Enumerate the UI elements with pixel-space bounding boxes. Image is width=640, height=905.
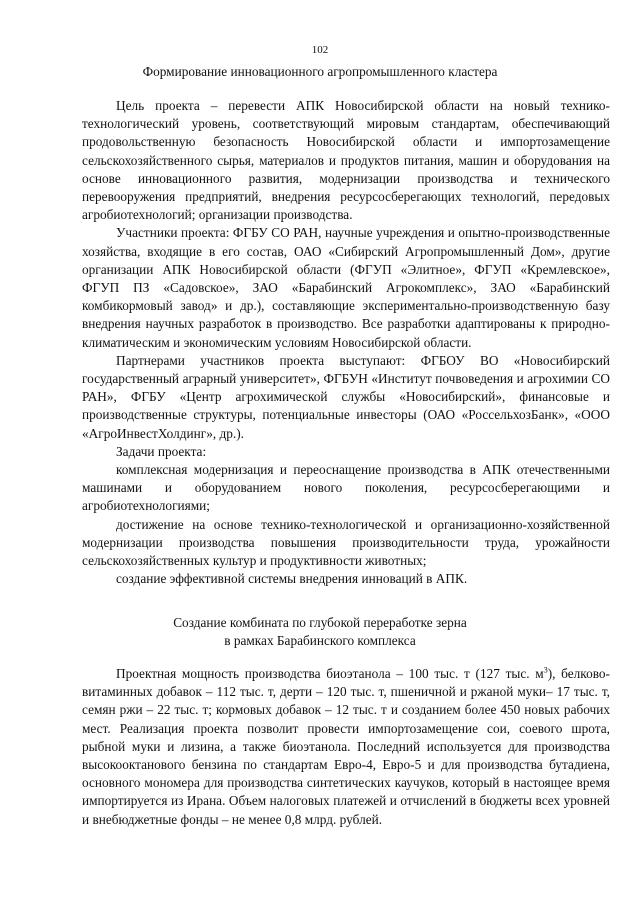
paragraph-task-2: достижение на основе технико-технологической и организационно-хозяйственной модернизации производства повышения производительности труда, урожайности сельскохозяйственных культур и продуктивности животных; bbox=[82, 516, 610, 569]
section-body-cluster bbox=[82, 97, 610, 588]
paragraph-capacity bbox=[82, 665, 610, 829]
section-body-plant bbox=[82, 665, 610, 829]
superscript-3: 3 bbox=[543, 665, 548, 675]
paragraph-task-1: комплексная модернизация и переоснащение производства в АПК отечественными машинами и оборудованием нового поколения, ресурсосберегающими и агробиотехнологиями; bbox=[82, 462, 610, 514]
paragraph-capacity-part2: ), белково-витаминных добавок – 112 тыс. т, дерти – 120 тыс. т, пшеничной и ржаной муки– 17 тыс. т, семян ржи – 22 тыс. т; кормовых добавок – 12 тыс. т и созданием более 450 новых рабочих мест. Реализация проекта позволит провести импортозамещение сои, соевого шрота, рыбной муки и лизина, а также биоэтанола. Последний используется для производства высокооктанового бензина по стандартам Евро-4, Евро-5 и для производства бутадиена, основного мономера для производства синтетических каучуков, который в настоящее время импортируется из Ирана. Объем налоговых платежей и отчислений в бюджеты всех уровней и внебюджетные фонды – не менее 0,8 млрд. рублей. bbox=[82, 666, 610, 827]
section-title-cluster: Формирование инновационного агропромышленного кластера bbox=[142, 64, 498, 79]
page-number: 102 bbox=[311, 44, 329, 56]
section-title-plant bbox=[0, 614, 640, 650]
paragraph-participants: Участники проекта: ФГБУ СО РАН, научные учреждения и опытно-производственные хозяйства, входящие в его состав, ОАО «Сибирский Агропромышленный Дом», другие организации АПК Новосибирской области (ФГУП «Элитное», ФГУП «Кремлевское», ФГУП ПЗ «Садовское», ЗАО «Барабинский Агрокомплекс», ЗАО «Барабинский комбикормовый завод» и др.), составляющие экспериментально-производственную базу внедрения научных разработок в производство. Все разработки адаптированы к природно-климатическим и экономическим условиям Новосибирской области. bbox=[82, 225, 610, 350]
section-title-plant-line2: в рамках Барабинского комплекса bbox=[224, 633, 416, 648]
section-title-plant-line1: Создание комбината по глубокой переработке зерна bbox=[173, 615, 467, 630]
paragraph-task-3: создание эффективной системы внедрения инноваций в АПК. bbox=[116, 571, 468, 587]
paragraph-partners: Партнерами участников проекта выступают: ФГБОУ ВО «Новосибирский государственный аграрный университет», ФГБУН «Институт почвоведения и агрохимии СО РАН», ФГБУ «Центр агрохимической службы «Новосибирский», финансовые и производственные структуры, потенциальные инвесторы (ОАО «РоссельхозБанк», «ООО «АгроИнвестХолдинг», др.). bbox=[82, 352, 610, 441]
paragraph-goal: Цель проекта – перевести АПК Новосибирской области на новый технико-технологический уровень, соответствующий мировым стандартам, обеспечивающий продовольственную безопасность Новосибирской области и импортозамещение сельскохозяйственного сырья, материалов и продуктов питания, машин и оборудования на основе инновационного развития, модернизации производства и технического перевооружения предприятий, внедрения ресурсосберегающих технологий, передовых агробиотехнологий; организации производства. bbox=[82, 98, 610, 223]
paragraph-tasks-heading: Задачи проекта: bbox=[116, 443, 207, 459]
paragraph-capacity-part1: Проектная мощность производства биоэтанола – 100 тыс. т (127 тыс. м bbox=[116, 666, 544, 681]
